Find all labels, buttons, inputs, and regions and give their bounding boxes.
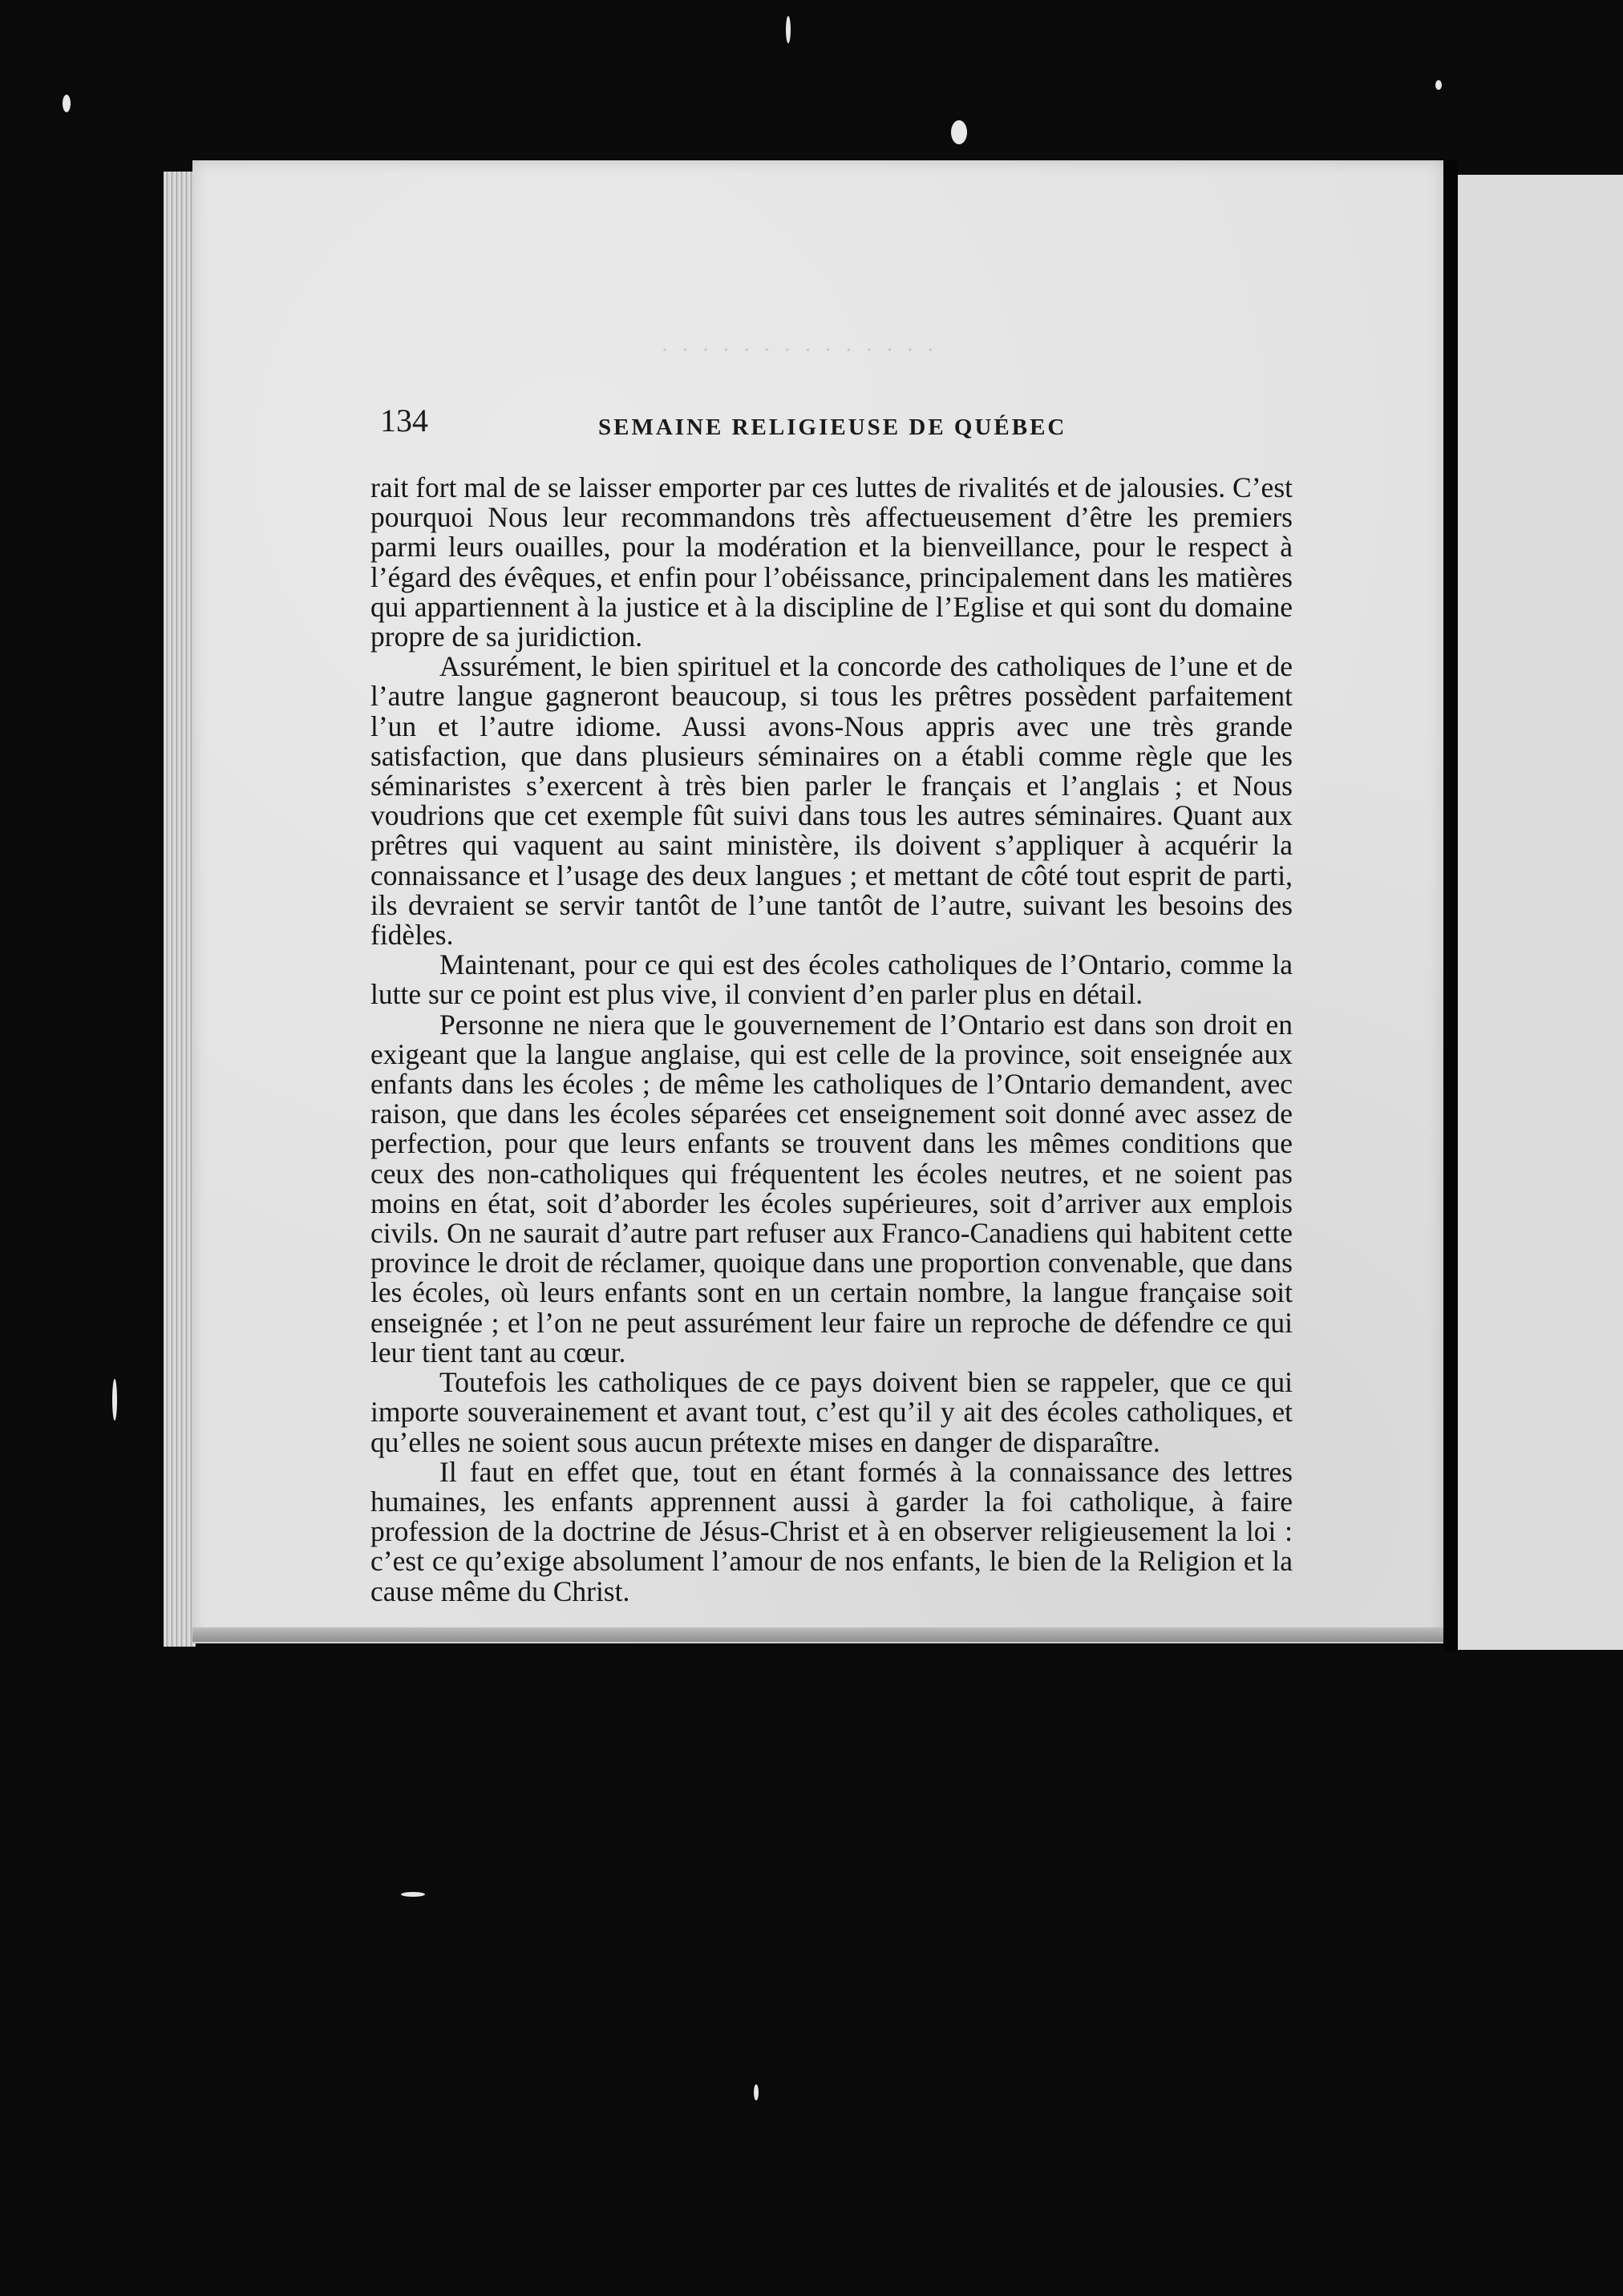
running-head: SEMAINE RELIGIEUSE DE QUÉBEC <box>598 414 1067 440</box>
page-bottom-edge <box>192 1627 1443 1642</box>
paragraph-1: rait fort mal de se laisser emporter par ces luttes de rivalités et de jalousies. C’est pourquoi Nous leur recommandons très affectueusement d’être les premiers parmi leurs ouailles, pour la modération et la bienveillance, pour le respect à l’égard des évêques, et enfin pour l’obéissance, principalement dans les matières qui appartiennent à la justice et à la discipline de l’Eglise et qui sont du domaine propre de sa juridiction. <box>370 471 1293 653</box>
paragraph-6: Il faut en effet que, tout en étant formés à la connaissance des lettres humaines, les enfants apprennent aussi à garder la foi catholique, à faire profession de la doctrine de Jésus-Christ et à en observer religieusement la loi : c’est ce qu’exige absolument l’amour de nos enfants, le bien de la Religion et la cause même du Christ. <box>370 1455 1293 1607</box>
book-gutter <box>1443 160 1458 1651</box>
paragraph-3: Maintenant, pour ce qui est des écoles catholiques de l’Ontario, comme la lutte sur ce point est plus vive, il convient d’en parler plus en détail. <box>370 948 1293 1011</box>
body-text <box>370 473 1293 1607</box>
paragraph-2: Assurément, le bien spirituel et la concorde des catholiques de l’une et de l’autre langue gagneront beaucoup, si tous les prêtres possèdent parfaitement l’un et l’autre idiome. Aussi avons-Nous appris avec une très grande satisfaction, que dans plusieurs séminaires on a établi comme règle que les séminaristes s’exercent à très bien parler le français et l’anglais ; et Nous voudrions que cet exemple fût suivi dans tous les autres séminaires. Quant aux prêtres qui vaquent au saint ministère, ils doivent s’appliquer à acquérir la connaissance et l’usage des deux langues ; et mettant de côté tout esprit de parti, ils devraient se servir tantôt de l’une tantôt de l’autre, suivant les besoins des fidèles. <box>370 650 1293 952</box>
bleed-through-text: · · · · · · · · · · · · · · <box>658 337 935 363</box>
facing-page <box>1458 175 1623 1650</box>
page-edges <box>164 172 196 1647</box>
page-header <box>380 401 1262 449</box>
paragraph-4: Personne ne niera que le gouvernement de l’Ontario est dans son droit en exigeant que la langue anglaise, qui est celle de la province, soit enseignée aux enfants dans les écoles ; de même les catholiques de l’Ontario demandent, avec raison, que dans les écoles séparées cet enseignement soit donné avec assez de perfection, pour que leurs enfants se trouvent dans les mêmes conditions que ceux des non-catholiques qui fréquentent les écoles neutres, et ne soient pas moins en état, soit d’aborder les écoles supérieures, soit d’arriver aux emplois civils. On ne saurait d’autre part refuser aux Franco-Canadiens qui habitent cette province le droit de réclamer, quoique dans une proportion convenable, que dans les écoles, où leurs enfants sont en un certain nombre, la langue française soit enseignée ; et l’on ne peut assurément leur faire un reproche de défendre ce qui leur tient tant au cœur. <box>370 1008 1293 1368</box>
paragraph-5: Toutefois les catholiques de ce pays doivent bien se rappeler, que ce qui importe souverainement et avant tout, c’est qu’il y ait des écoles catholiques, et qu’elles ne soient sous aucun prétexte mises en danger de disparaître. <box>370 1366 1293 1458</box>
page-number: 134 <box>380 402 428 439</box>
